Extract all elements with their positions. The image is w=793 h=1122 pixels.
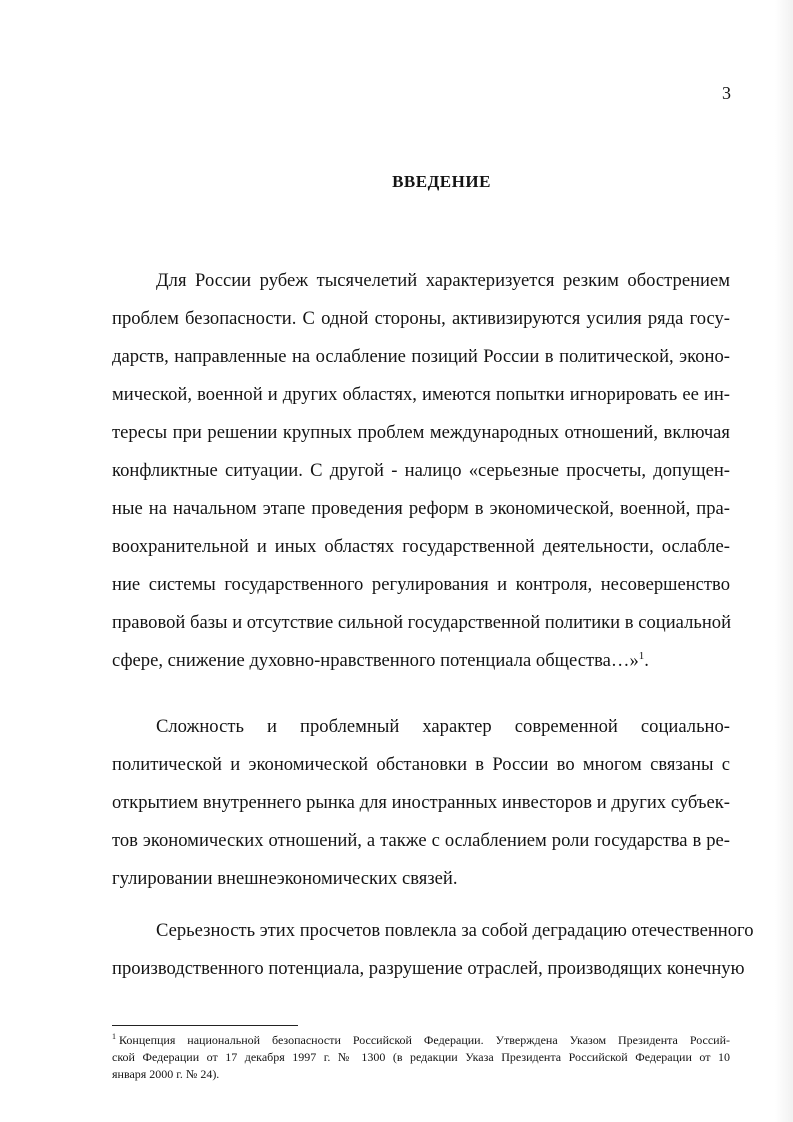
- footnote-reference: 1: [638, 649, 645, 662]
- text-line: мической, военной и других областях, имеются попытки игнорировать ее ин-: [112, 384, 730, 405]
- text-line: ные на начальном этапе проведения реформ в экономической, военной, пра-: [112, 498, 730, 519]
- text-line: ние системы государственного регулирования и контроля, несовершенство: [112, 574, 730, 595]
- scan-edge-shadow: [775, 0, 793, 1122]
- paragraph-2: [112, 708, 730, 898]
- text-line: Сложность и проблемный характер современной социально-: [156, 716, 730, 737]
- footnote-marker: 1: [112, 1032, 116, 1041]
- text-line: Для России рубеж тысячелетий характеризуется резким обострением: [156, 270, 730, 291]
- footnote-line: января 2000 г. № 24).: [112, 1067, 220, 1081]
- text-line: Серьезность этих просчетов повлекла за собой деградацию отечественного: [156, 920, 754, 941]
- text-line: тов экономических отношений, а также с ослаблением роли государства в ре-: [112, 830, 730, 851]
- text-line: производственного потенциала, разрушение отраслей, производящих конечную: [112, 958, 745, 979]
- footnote-line: [112, 1032, 730, 1049]
- text-line: проблем безопасности. С одной стороны, активизируются усилия ряда госу-: [112, 308, 730, 329]
- paragraph-1: [112, 262, 730, 680]
- text-line: политической и экономической обстановки в России во многом связаны с: [112, 754, 730, 775]
- text-line: конфликтные ситуации. С другой - налицо «серьезные просчеты, допущен-: [112, 460, 730, 481]
- page-number: 3: [722, 83, 731, 103]
- text-line: тересы при решении крупных проблем международных отношений, включая: [112, 422, 730, 443]
- text-line: правовой базы и отсутствие сильной государственной политики в социальной: [112, 612, 732, 633]
- footnote: [112, 1032, 730, 1083]
- text-fragment: сфере, снижение духовно-нравственного потенциала общества…»: [112, 650, 639, 671]
- text-line: дарств, направленные на ослабление позиций России в политической, эконо-: [112, 346, 730, 367]
- text-line: открытием внутреннего рынка для иностранных инвесторов и других субъек-: [112, 792, 730, 813]
- text-line: гулировании внешнеэкономических связей.: [112, 868, 458, 889]
- text-line-last: [112, 642, 730, 680]
- text-line: воохранительной и иных областях государственной деятельности, ослабле-: [112, 536, 730, 557]
- footnote-text: Концепция национальной безопасности Российской Федерации. Утверждена Указом Президента Россий-: [119, 1033, 730, 1047]
- paragraph-3: [112, 912, 754, 988]
- section-heading: ВВЕДЕНИЕ: [392, 172, 491, 191]
- text-fragment: .: [644, 650, 649, 671]
- footnote-line: ской Федерации от 17 декабря 1997 г. № 1300 (в редакции Указа Президента Российской Федерации от 10: [112, 1050, 730, 1064]
- footnote-separator: [112, 1025, 298, 1026]
